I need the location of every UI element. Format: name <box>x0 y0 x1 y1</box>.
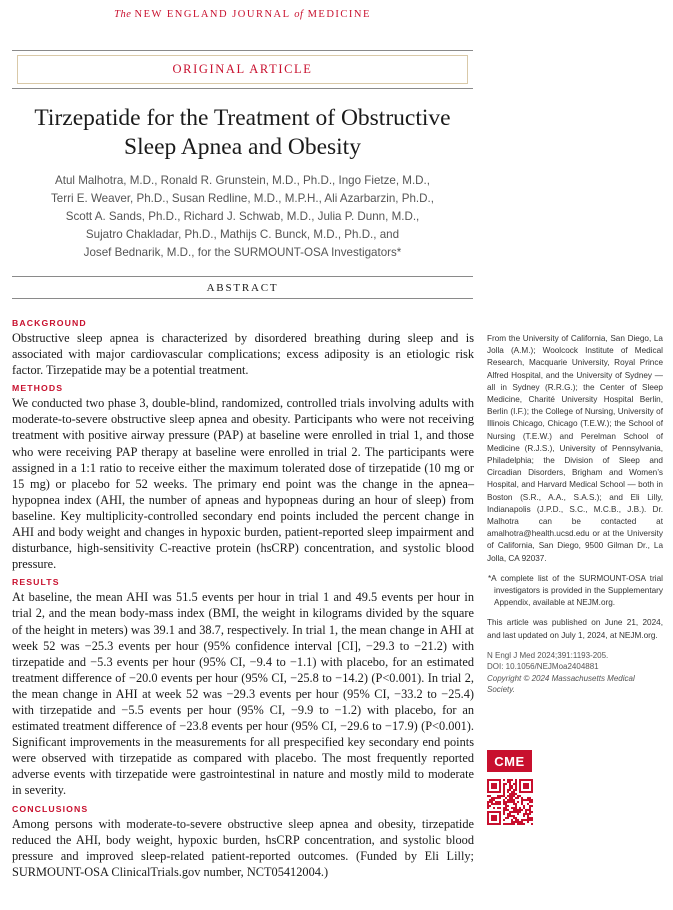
qr-module <box>509 795 511 797</box>
author-line: Sujatro Chakladar, Ph.D., Mathijs C. Bunck, M.D., Ph.D., and <box>85 228 400 241</box>
qr-module <box>511 791 513 793</box>
qr-module <box>511 799 513 801</box>
qr-module <box>517 811 519 813</box>
qr-module <box>511 819 513 821</box>
qr-module <box>491 799 493 801</box>
author-line: Josef Bednarik, M.D., for the SURMOUNT-OSA Investigators* <box>83 246 402 259</box>
qr-module <box>515 779 517 781</box>
qr-module <box>531 799 533 801</box>
qr-module <box>515 797 517 799</box>
qr-module <box>513 821 515 823</box>
qr-module <box>521 821 523 823</box>
qr-module <box>531 811 533 813</box>
qr-module <box>491 783 497 789</box>
qr-module <box>501 795 503 797</box>
qr-module <box>511 797 513 799</box>
qr-module <box>523 805 525 807</box>
qr-module <box>497 803 499 805</box>
qr-module <box>527 815 529 817</box>
section-label-methods: METHODS <box>12 383 64 394</box>
qr-module <box>519 795 521 797</box>
qr-module <box>489 801 491 803</box>
qr-module <box>509 783 511 785</box>
qr-module <box>511 801 513 803</box>
qr-module <box>513 795 515 797</box>
qr-module <box>493 797 495 799</box>
section-label-results: RESULTS <box>12 577 60 588</box>
qr-module <box>519 821 521 823</box>
qr-module <box>523 799 525 801</box>
title-line-1: Tirzepatide for the Treatment of Obstructive <box>34 105 451 131</box>
journal-prefix: The <box>114 9 135 20</box>
qr-module <box>511 823 513 825</box>
qr-module <box>511 807 513 809</box>
journal-header <box>0 9 485 20</box>
qr-module <box>507 795 509 797</box>
qr-module <box>513 803 515 805</box>
qr-module <box>521 799 523 801</box>
qr-module <box>515 807 517 809</box>
qr-module <box>529 813 531 815</box>
qr-module <box>521 801 523 803</box>
qr-module <box>515 789 517 791</box>
qr-module <box>515 805 517 807</box>
sidebar-notes <box>487 333 663 696</box>
qr-module <box>507 801 509 803</box>
qr-module <box>521 819 523 821</box>
qr-module <box>523 815 525 817</box>
qr-module <box>511 787 513 789</box>
qr-module <box>505 817 507 819</box>
qr-module <box>509 799 511 801</box>
qr-module <box>505 797 507 799</box>
qr-module <box>513 823 515 825</box>
qr-module <box>521 797 523 799</box>
qr-module <box>519 823 521 825</box>
qr-module <box>515 809 517 811</box>
qr-module <box>507 799 509 801</box>
qr-module <box>489 795 491 797</box>
qr-module <box>499 807 501 809</box>
qr-module <box>507 805 509 807</box>
journal-name: NEW ENGLAND JOURNAL <box>134 9 295 20</box>
qr-module <box>511 811 513 813</box>
qr-module <box>515 803 517 805</box>
qr-module <box>509 789 511 791</box>
qr-module <box>505 809 507 811</box>
qr-module <box>503 787 505 789</box>
citation: N Engl J Med 2024;391:1193-205. <box>487 650 609 660</box>
qr-module <box>529 809 531 811</box>
qr-module <box>507 809 509 811</box>
article-type: ORIGINAL ARTICLE <box>172 62 313 76</box>
qr-module <box>531 801 533 803</box>
section-text-conclusions: Among persons with moderate-to-severe obstructive sleep apnea and obesity, tirzepatide reduced the AHI, body weight, hypoxic burden, hsCRP concentration, and systolic blood pressure and improved sleep-related patient-reported outcomes. (Funded by Eli Lilly; SURMOUNT-OSA ClinicalTrials.gov number, NCT05412004.) <box>12 816 474 879</box>
qr-module <box>505 801 507 803</box>
qr-module <box>493 807 495 809</box>
qr-module <box>511 795 513 797</box>
qr-module <box>497 795 499 797</box>
qr-module <box>523 819 525 821</box>
affiliations: From the University of California, San Diego, La Jolla (A.M.); Woolcock Institute of Medical Research, Macquarie University, Royal Prince Alfred Hospital, and the University of Sydney — all in Sydney (R.R.G.); the Center of Sleep Medicine, Charité University Hospital Berlin, Berlin (I.F.); the College of Nursing, University of Illinois Chicago, Chicago (T.E.W.); the School of Nursing (T.E.W.) and Perelman School of Medicine (R.J.S.), University of Pennsylvania, Philadelphia; the Division of Sleep and Circadian Disorders, Brigham and Women’s Hospital, and Harvard Medical School — both in Boston (S.R., A.A., S.A.S.); and Eli Lilly, Indianapolis (J.P.D., S.C., M.C.B., J.B.). Dr. Malhotra can be contacted at amalhotra@health.ucsd.edu or at the University of California, San Diego, 9500 Gilman Dr., La Jolla, CA 92037. <box>487 334 663 563</box>
qr-module <box>503 811 505 813</box>
qr-module <box>509 793 511 795</box>
qr-module <box>529 811 531 813</box>
qr-module <box>487 803 489 805</box>
qr-module <box>503 793 505 795</box>
article-type-inner-box <box>17 55 468 84</box>
qr-module <box>503 801 505 803</box>
qr-module <box>503 819 505 821</box>
qr-module <box>495 803 497 805</box>
publication-note: This article was published on June 21, 2024, and last updated on July 1, 2024, at NEJM.org. <box>487 618 663 640</box>
qr-module <box>513 791 515 793</box>
qr-module <box>511 821 513 823</box>
qr-module <box>503 789 505 791</box>
qr-module <box>519 807 521 809</box>
qr-module <box>527 799 529 801</box>
qr-module <box>525 811 527 813</box>
abstract-body <box>12 318 474 885</box>
qr-module <box>509 787 511 789</box>
qr-module <box>509 815 511 817</box>
section-text-background: Obstructive sleep apnea is characterized by disordered breathing during sleep and is associated with major cardiovascular complications; excess adiposity is an etiologic risk factor. Tirzepatide may be a potential treatment. <box>12 331 474 378</box>
qr-module <box>499 795 501 797</box>
qr-module <box>503 823 505 825</box>
qr-module <box>503 779 505 781</box>
qr-module <box>525 799 527 801</box>
qr-module <box>507 817 509 819</box>
qr-module <box>505 805 507 807</box>
qr-module <box>527 797 529 799</box>
qr-module <box>529 799 531 801</box>
qr-module <box>503 783 505 785</box>
qr-module <box>527 803 529 805</box>
qr-module <box>517 801 519 803</box>
qr-module <box>503 799 505 801</box>
qr-module <box>503 785 505 787</box>
article-type-banner <box>12 50 473 89</box>
qr-module <box>525 813 527 815</box>
abstract-header-bar <box>12 276 473 299</box>
qr-module <box>513 815 515 817</box>
qr-module <box>515 819 517 821</box>
qr-module <box>499 801 501 803</box>
qr-module <box>505 803 507 805</box>
qr-module <box>529 807 531 809</box>
qr-module <box>497 801 499 803</box>
qr-module <box>509 811 511 813</box>
qr-module <box>513 807 515 809</box>
section-label-background: BACKGROUND <box>12 318 87 328</box>
qr-module <box>511 785 513 787</box>
qr-module <box>521 809 523 811</box>
qr-module <box>497 797 499 799</box>
cme-label: CME <box>494 753 525 769</box>
qr-module <box>487 801 489 803</box>
qr-module <box>509 823 511 825</box>
qr-module <box>515 781 517 783</box>
qr-module <box>515 793 517 795</box>
qr-module <box>515 811 517 813</box>
qr-module <box>513 799 515 801</box>
qr-module <box>521 823 523 825</box>
author-line: Atul Malhotra, M.D., Ronald R. Grunstein, M.D., Ph.D., Ingo Fietze, M.D., <box>55 174 430 187</box>
qr-module <box>523 823 525 825</box>
qr-module <box>517 809 519 811</box>
qr-module <box>507 789 509 791</box>
qr-module <box>505 823 507 825</box>
qr-module <box>529 805 531 807</box>
qr-module <box>517 821 519 823</box>
qr-module <box>515 785 517 787</box>
qr-module <box>529 801 531 803</box>
qr-module <box>487 795 489 797</box>
qr-module <box>509 781 511 783</box>
qr-module <box>531 805 533 807</box>
qr-module <box>513 789 515 791</box>
qr-module <box>489 805 491 807</box>
qr-module <box>531 817 533 819</box>
abstract-heading: ABSTRACT <box>206 281 279 294</box>
qr-module <box>529 817 531 819</box>
qr-module <box>527 809 529 811</box>
qr-module <box>503 803 505 805</box>
qr-module <box>513 809 515 811</box>
qr-module <box>513 783 515 785</box>
author-line: Terri E. Weaver, Ph.D., Susan Redline, M.D., M.P.H., Ali Azarbarzin, Ph.D., <box>51 192 434 205</box>
qr-module <box>517 819 519 821</box>
article-title <box>0 104 485 162</box>
qr-module <box>509 779 511 781</box>
qr-module <box>523 807 525 809</box>
qr-module <box>491 801 493 803</box>
qr-module <box>519 809 521 811</box>
cme-badge[interactable] <box>487 750 532 772</box>
qr-module <box>507 779 509 781</box>
journal-of: of <box>294 9 304 20</box>
qr-module <box>525 809 527 811</box>
qr-module <box>507 813 509 815</box>
author-list <box>0 172 485 262</box>
qr-module <box>503 807 505 809</box>
qr-module <box>507 791 509 793</box>
qr-module <box>527 821 529 823</box>
qr-module <box>523 783 529 789</box>
journal-suffix: MEDICINE <box>303 9 371 20</box>
investigators-footnote: *A complete list of the SURMOUNT-OSA trial investigators is provided in the Supplementary Appendix, available at NEJM.org. <box>488 573 663 608</box>
qr-module <box>529 819 531 821</box>
copyright: Copyright © 2024 Massachusetts Medical Society. <box>487 673 635 695</box>
qr-module <box>489 799 491 801</box>
qr-module <box>495 801 497 803</box>
qr-module <box>491 803 493 805</box>
section-text-methods: We conducted two phase 3, double-blind, randomized, controlled trials involving adults with moderate-to-severe obstructive sleep apnea and obesity. Participants who were not receiving treatment with positive airway pressure (PAP) at baseline were enrolled in trial 1, and those who were receiving PAP therapy at baseline were enrolled in trial 2. The participants were assigned in a 1:1 ratio to receive either the maximum tolerated dose of tirzepatide (10 mg or 15 mg) or placebo for 52 weeks. The primary end point was the change in the apnea–hypopnea index (AHI, the number of apneas and hypopneas during an hour of sleep) from baseline. Key multiplicity-controlled secondary end points included the percent change in AHI and body weight and changes in hypoxic burden, patient-reported sleep impairment and disturbance, high-sensitivity C-reactive protein (hsCRP) concentration, and systolic blood pressure. <box>12 396 474 572</box>
qr-module <box>503 795 505 797</box>
qr-module <box>491 797 493 799</box>
qr-module <box>487 805 489 807</box>
qr-module <box>495 797 497 799</box>
qr-module <box>509 801 511 803</box>
qr-module <box>515 817 517 819</box>
qr-module <box>499 797 501 799</box>
qr-module <box>507 823 509 825</box>
qr-module <box>511 779 513 781</box>
qr-module <box>511 815 513 817</box>
qr-module <box>527 813 529 815</box>
doi-link[interactable]: DOI: 10.1056/NEJMoa2404881 <box>487 662 599 672</box>
qr-module <box>493 799 495 801</box>
qr-module <box>499 803 501 805</box>
qr-code-icon[interactable] <box>487 779 533 825</box>
qr-module <box>521 803 523 805</box>
qr-module <box>531 819 533 821</box>
qr-module <box>487 807 489 809</box>
qr-module <box>515 787 517 789</box>
qr-module <box>503 809 505 811</box>
qr-module <box>523 813 525 815</box>
qr-module <box>513 817 515 819</box>
qr-module <box>505 783 507 785</box>
section-text-results: At baseline, the mean AHI was 51.5 events per hour in trial 1 and 49.5 events per hour in trial 2, and the mean body-mass index (BMI, the weight in kilograms divided by the square of the height in meters) was 39.1 and 38.7, respectively. In trial 1, the mean change in AHI at week 52 was −25.3 events per hour (95% confidence interval [CI], −29.3 to −21.2) with tirzepatide and −5.3 events per hour (95% CI, −9.4 to −1.1) with placebo, for an estimated treatment difference of −20.0 events per hour (95% CI, −25.8 to −14.2) (P<0.001). In trial 2, the mean change in AHI at week 52 was −29.3 events per hour (95% CI, −33.2 to −25.4) with tirzepatide and −5.5 events per hour (95% CI, −9.9 to −1.2) with placebo, for an estimated treatment difference of −23.8 events per hour (95% CI, −29.6 to −17.9) (P<0.001). Significant improvements in the measurements for all prespecified key secondary end points were observed with tirzepatide as compared with placebo. The most frequently reported adverse events with tirzepatide were gastrointestinal in nature and mostly mild to moderate in severity. <box>12 590 474 798</box>
qr-module <box>513 801 515 803</box>
qr-module <box>493 803 495 805</box>
qr-module <box>531 823 533 825</box>
qr-module <box>491 815 497 821</box>
qr-module <box>509 785 511 787</box>
qr-module <box>517 823 519 825</box>
qr-module <box>507 815 509 817</box>
qr-module <box>507 781 509 783</box>
title-line-2: Sleep Apnea and Obesity <box>124 134 361 160</box>
qr-module <box>503 813 505 815</box>
qr-module <box>515 821 517 823</box>
qr-module <box>509 813 511 815</box>
qr-module <box>509 797 511 799</box>
qr-module <box>527 819 529 821</box>
qr-module <box>517 813 519 815</box>
qr-module <box>511 793 513 795</box>
qr-module <box>517 797 519 799</box>
author-line: Scott A. Sands, Ph.D., Richard J. Schwab, M.D., Julia P. Dunn, M.D., <box>65 210 420 223</box>
qr-module <box>497 807 499 809</box>
qr-module <box>513 811 515 813</box>
qr-module <box>517 795 519 797</box>
qr-module <box>513 793 515 795</box>
qr-module <box>525 819 527 821</box>
qr-module <box>515 783 517 785</box>
qr-module <box>529 797 531 799</box>
qr-module <box>503 791 505 793</box>
qr-module <box>527 817 529 819</box>
qr-module <box>519 811 521 813</box>
qr-module <box>505 807 507 809</box>
section-label-conclusions: CONCLUSIONS <box>12 803 89 814</box>
